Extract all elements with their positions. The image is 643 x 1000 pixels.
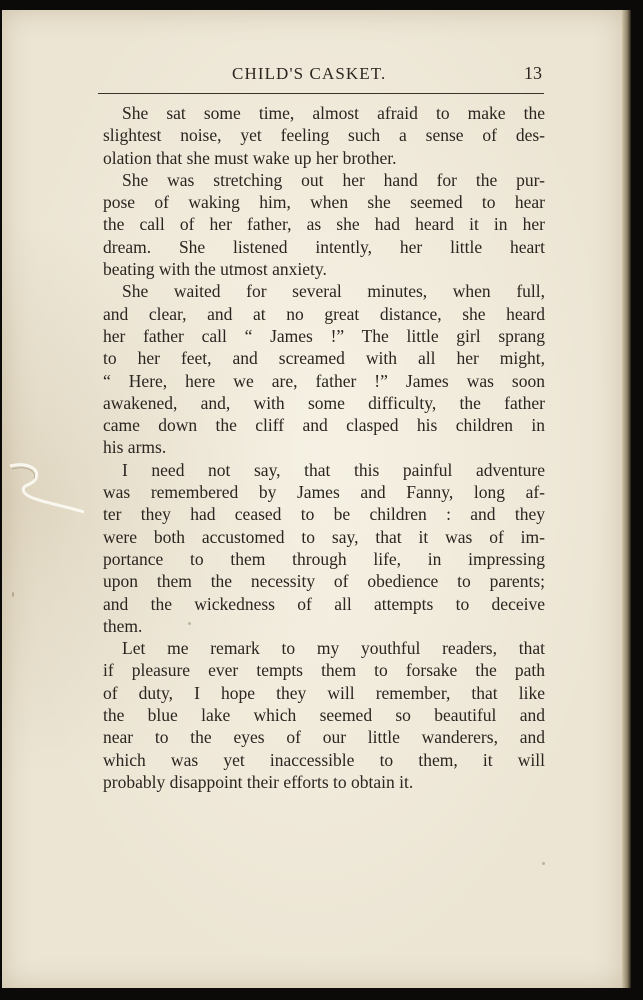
text-line: the call of her father, as she had heard it in her [103, 214, 545, 235]
text-line: ter they had ceased to be children : and they [103, 504, 545, 525]
text-line: I need not say, that this painful adventure [122, 459, 545, 480]
text-line: his arms. [103, 437, 167, 458]
page-edge [622, 10, 631, 988]
text-line: slightest noise, yet feeling such a sense of des- [103, 125, 545, 146]
running-title: CHILD'S CASKET. [232, 64, 387, 83]
text-line: the blue lake which seemed so beautiful and [103, 705, 545, 726]
text-line: her father call “ James !” The little girl sprang [103, 325, 545, 346]
text-line: which was yet inaccessible to them, it will [103, 749, 545, 770]
text-line: Let me remark to my youthful readers, that [122, 638, 545, 659]
text-line: upon them the necessity of obedience to parents; [103, 571, 545, 592]
text-line: She sat some time, almost afraid to make the [122, 103, 545, 123]
text-line: to her feet, and screamed with all her might, [103, 348, 545, 369]
text-line: were both accustomed to say, that it was of im- [103, 526, 545, 547]
page-number: 13 [524, 63, 542, 83]
text-line: and clear, and at no great distance, she heard [103, 303, 545, 324]
header-rule [98, 93, 544, 94]
text-line: near to the eyes of our little wanderers, and [103, 727, 545, 748]
text-line: was remembered by James and Fanny, long af- [103, 482, 545, 503]
text-line: them. [103, 615, 143, 636]
text-line: and the wickedness of all attempts to deceive [103, 593, 545, 614]
text-line: if pleasure ever tempts them to forsake the path [103, 660, 545, 681]
text-line: She was stretching out her hand for the pur- [122, 169, 545, 190]
text-line: came down the cliff and clasped his children in [103, 415, 545, 436]
text-line: She waited for several minutes, when full, [122, 281, 545, 302]
text-line: of duty, I hope they will remember, that like [103, 682, 545, 703]
binding-crease-mark [6, 460, 86, 530]
text-line: portance to them through life, in impressing [103, 548, 545, 569]
paper-spot [542, 862, 545, 865]
text-line: “ Here, here we are, father !” James was soon [103, 370, 545, 391]
text-line: probably disappoint their efforts to obtain it. [103, 771, 414, 792]
text-line: dream. She listened intently, her little heart [103, 236, 545, 257]
body-text [103, 102, 545, 793]
text-line: awakened, and, with some difficulty, the father [103, 392, 545, 413]
paper-spot [12, 592, 14, 597]
text-line: beating with the utmost anxiety. [103, 259, 327, 280]
page-header [98, 62, 544, 90]
text-line: olation that she must wake up her brother. [103, 147, 397, 168]
text-line: pose of waking him, when she seemed to hear [103, 192, 545, 213]
